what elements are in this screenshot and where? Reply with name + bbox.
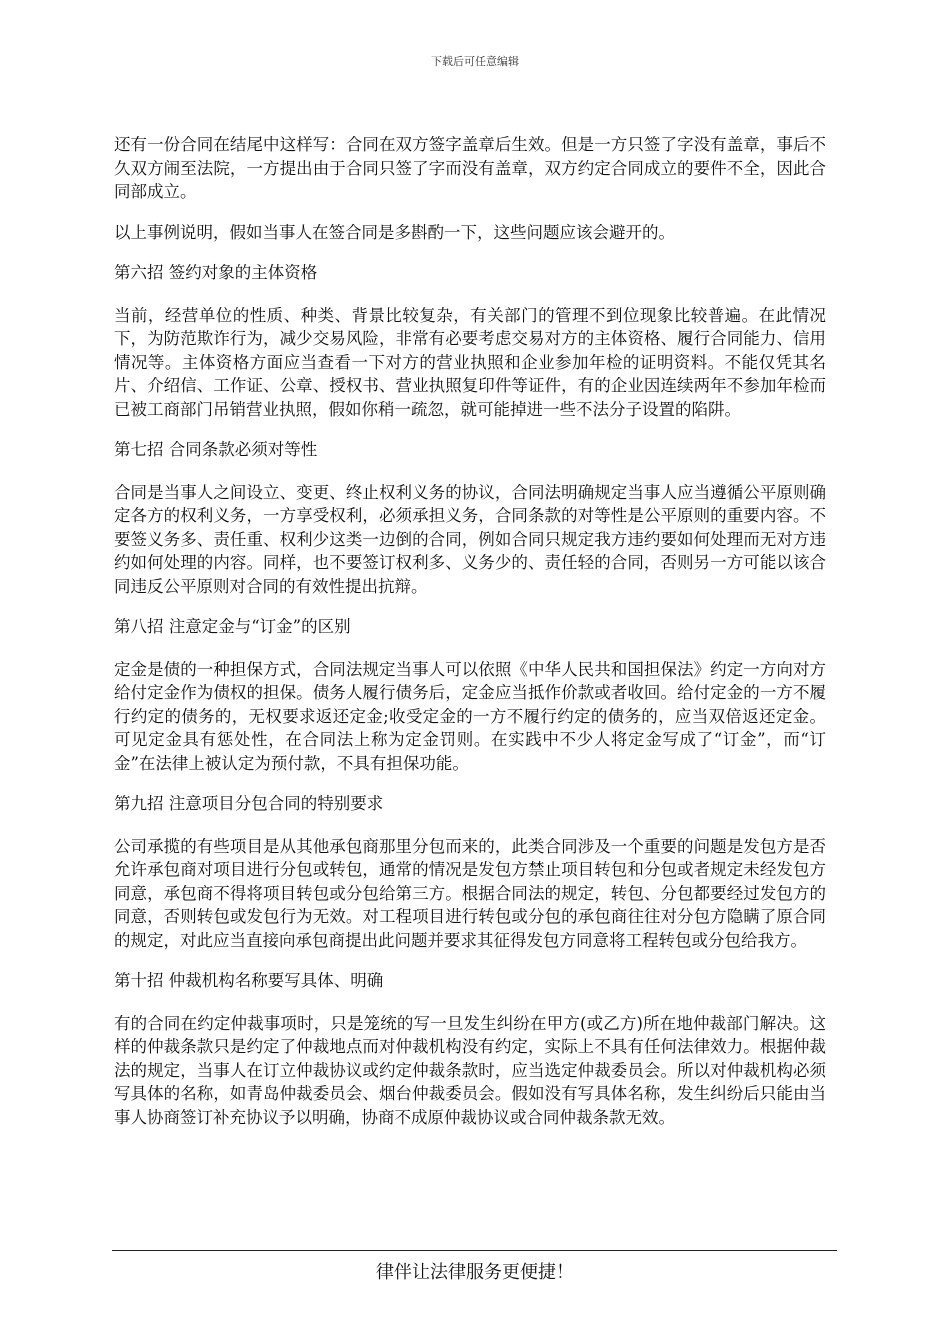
paragraph-section-6: 当前，经营单位的性质、种类、背景比较复杂，有关部门的管理不到位现象比较普遍。在此情况下，为防范欺诈行为，减少交易风险，非常有必要考虑交易对方的主体资格、履行合同能力、信用情况等。主体资格方面应当查看一下对方的营业执照和企业参加年检的证明资料。不能仅凭其名片、介绍信、工作证、公章、授权书、营业执照复印件等证件，有的企业因连续两年不参加年检而已被工商部门吊销营业执照，假如你稍一疏忽，就可能掉进一些不法分子设置的陷阱。 — [114, 305, 826, 419]
section-heading-6: 第六招 签约对象的主体资格 — [114, 263, 318, 282]
section-heading-9: 第九招 注意项目分包合同的特别要求 — [114, 794, 384, 813]
paragraph-section-7: 合同是当事人之间设立、变更、终止权利义务的协议，合同法明确规定当事人应当遵循公平原则确定各方的权利义务，一方享受权利，必须承担义务，合同条款的对等性是公平原则的重要内容。不要签义务多、责任重、权利少这类一边倒的合同，例如合同只规定我方违约要如何处理而无对方违约如何处理的内容。同样，也不要签订权利多、义务少的、责任轻的合同，否则另一方可能以该合同违反公平原则对合同的有效性提出抗辩。 — [114, 482, 826, 596]
section-heading-7: 第七招 合同条款必须对等性 — [114, 440, 318, 459]
section-heading-10: 第十招 仲裁机构名称要写具体、明确 — [114, 971, 384, 990]
document-body — [114, 133, 826, 1146]
paragraph-summary: 以上事例说明，假如当事人在签合同是多斟酌一下，这些问题应该会避开的。 — [114, 222, 675, 242]
paragraph-section-10: 有的合同在约定仲裁事项时，只是笼统的写一旦发生纠纷在甲方(或乙方)所在地仲裁部门解决。这样的仲裁条款只是约定了仲裁地点而对仲裁机构没有约定，实际上不具有任何法律效力。根据仲裁法的规定，当事人在订立仲裁协议或约定仲裁条款时，应当选定仲裁委员会。所以对仲裁机构必须写具体的名称，如青岛仲裁委员会、烟台仲裁委员会。假如没有写具体名称，发生纠纷后只能由当事人协商签订补充协议予以明确，协商不成原仲裁协议或合同仲裁条款无效。 — [114, 1013, 826, 1127]
page-header-note: 下载后可任意编辑 — [431, 55, 519, 68]
paragraph-section-9: 公司承揽的有些项目是从其他承包商那里分包而来的，此类合同涉及一个重要的问题是发包方是否允许承包商对项目进行分包或转包，通常的情况是发包方禁止项目转包和分包或者规定未经发包方同意，承包商不得将项目转包或分包给第三方。根据合同法的规定，转包、分包都要经过发包方的同意，否则转包或发包行为无效。对工程项目进行转包或分包的承包商往往对分包方隐瞒了原合同的规定，对此应当直接向承包商提出此问题并要求其征得发包方同意将工程转包或分包给我方。 — [114, 836, 826, 950]
section-heading-8: 第八招 注意定金与“订金”的区别 — [114, 617, 351, 636]
footer-slogan: 律伴让法律服务更便捷！ — [376, 1262, 574, 1283]
footer-divider — [112, 1250, 837, 1251]
paragraph-section-8: 定金是债的一种担保方式，合同法规定当事人可以依照《中华人民共和国担保法》约定一方向对方给付定金作为债权的担保。债务人履行债务后，定金应当抵作价款或者收回。给付定金的一方不履行约定的债务的，无权要求返还定金;收受定金的一方不履行约定的债务的，应当双倍返还定金。可见定金具有惩处性，在合同法上称为定金罚则。在实践中不少人将定金写成了“订金”，而“订金”在法律上被认定为预付款，不具有担保功能。 — [114, 659, 826, 773]
paragraph-signature-seal-example: 还有一份合同在结尾中这样写：合同在双方签字盖章后生效。但是一方只签了字没有盖章，事后不久双方闹至法院，一方提出由于合同只签了字而没有盖章，双方约定合同成立的要件不全，因此合同部成立。 — [114, 135, 826, 201]
